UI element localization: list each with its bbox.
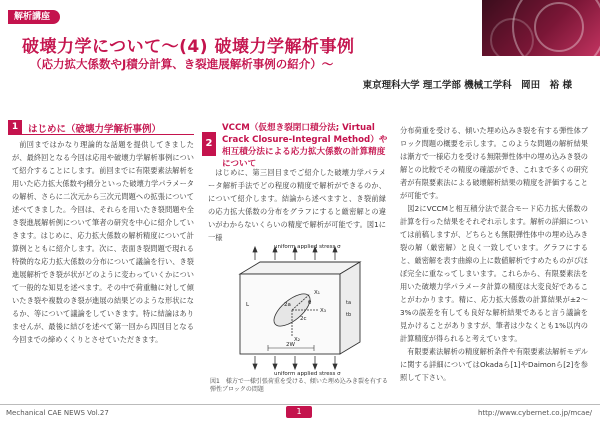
category-tag: 解析講座 [8,10,60,24]
column3-paragraph-2: 図2にVCCMと相互積分法で混合モード応力拡大係数の計算を行った結果をそれぞれ示します。解析の詳細については前稿しますが、どちらとも無限弾性体中の埋め込みき裂の解（厳密解）と良く一致しています。グラフにすると、厳密解を表す曲線の上に数値解析ですめたものがぴほぼ完全に重なってしまいます。これらから、有限要素法を用いた破壊力学パラメータ計算の精度は大変良好であることがわかります。精に、応力拡大係数の計算結果が±2～3%の誤差を有しても良好な解析結果であると言う議論を見かけることがありますが、筆者は少なくとも1%以内の計算精度が得られると考えています。 [400,204,588,343]
section1-title: はじめに（破壊力学解析事例） [28,124,162,135]
section1-heading [8,120,194,135]
label-x3: X₃ [320,308,326,314]
label-top-stress: uniform applied stress σ [274,244,341,250]
label-tb: tb [346,312,352,318]
page-number: 1 [286,406,312,418]
column-3 [400,124,588,384]
section2-paragraph: はじめに、第三回目までご紹介した破壊力学パラメータ解析手法でどの程度の精度で解析ができるのか、について紹介します。結論から述べますと、き裂前縁の応力拡大係数の分布をグラフにすると厳密解との違いがわからないくらいの精度で解析が可能です。図1に一様 [208,168,386,242]
article-title: 破壊力学について～(4) 破壊力学解析事例 [22,37,355,57]
figure-1-diagram [210,244,388,376]
label-2c: 2c [300,316,307,322]
label-x2: X₂ [294,337,300,343]
footer-divider [0,404,600,405]
label-x1: X₁ [314,290,320,296]
label-2a: 2a [284,302,291,308]
section1-number: 1 [8,120,22,134]
label-L: L [246,302,250,308]
column-1 [12,138,194,346]
section2-heading [202,122,388,169]
column3-paragraph-1: 分布荷重を受ける、傾いた埋め込みき裂を有する弾性体ブロック問題の概要を示します。このような問題の解析結果は漸方で一様応力を受ける無限弾性体中の埋め込みき裂の解との比較でその精度の確認ができ、これまで多くの研究者が有限要素法による破壊解析結果の精度を評価することが可能です。 [400,126,588,200]
label-2W: 2W [286,342,295,348]
label-ta: ta [346,300,352,306]
section1-paragraph: 前回まではかなり理論的な話題を提供してきましたが、最終回となる今回は応用や破壊力学解析事例について紹介することにします。前回までに有限要素法解析を用いた応力拡大係数やJ積分といった破壊力学パラメータの解析、さらに二次元から三次元問題への拡張について述べてきました。今回は、それらを用いたき裂問題や全き裂進展解析例について筆者の研究を中心に紹介していきます。はじめに、応力拡大係数の解析精度について計算例とともに紹介します。次に、表面き裂問題で現れる特徴的な応力拡大係数の分布について議論を行い、き裂進展解析でき裂が状がどのように変わっていくかについて一般的な知見を述べます。その中で荷重軸に対して傾いたき裂や複数のき裂が進展の結果どのような形状になるか、等について議論をしていきます。特に結論はありませんが、最後に結びを述べて第一回から四回目となる今回までの締めくくりとさせていただきます。 [12,140,194,344]
label-bottom-stress: uniform applied stress σ [274,371,341,376]
column3-paragraph-3: 有限要素法解析の精度解析条件や有限要素法解析モデルに関する詳細についてはOkadaら[1]やDaimonら[2]を参照して下さい。 [400,347,588,382]
bottom-load-arrows [253,356,337,369]
article-subtitle: （応力拡大係数やJ積分計算、き裂進展解析事例の紹介）～ [30,57,334,71]
footer-url-link[interactable]: http://www.cybernet.co.jp/mcae/ [477,409,592,417]
author-line: 東京理科大学 理工学部 機械工学科 岡田 裕 様 [362,80,572,91]
section2-number: 2 [202,132,216,156]
figure-1-caption: 図1 様方で一様引張荷重を受ける、傾いた埋め込みき裂を有する弾性ブロックの問題 [210,378,388,393]
column-2 [208,166,386,244]
footer-publication: Mechanical CAE NEWS Vol.27 [6,409,109,417]
section2-title: VCCM（仮想き裂閉口積分法; Virtual Crack Closure-Integral Method）や相互積分法による応力拡大係数の計算精度について [222,123,388,169]
label-theta: θ [308,300,312,306]
header-decoration [482,0,600,56]
